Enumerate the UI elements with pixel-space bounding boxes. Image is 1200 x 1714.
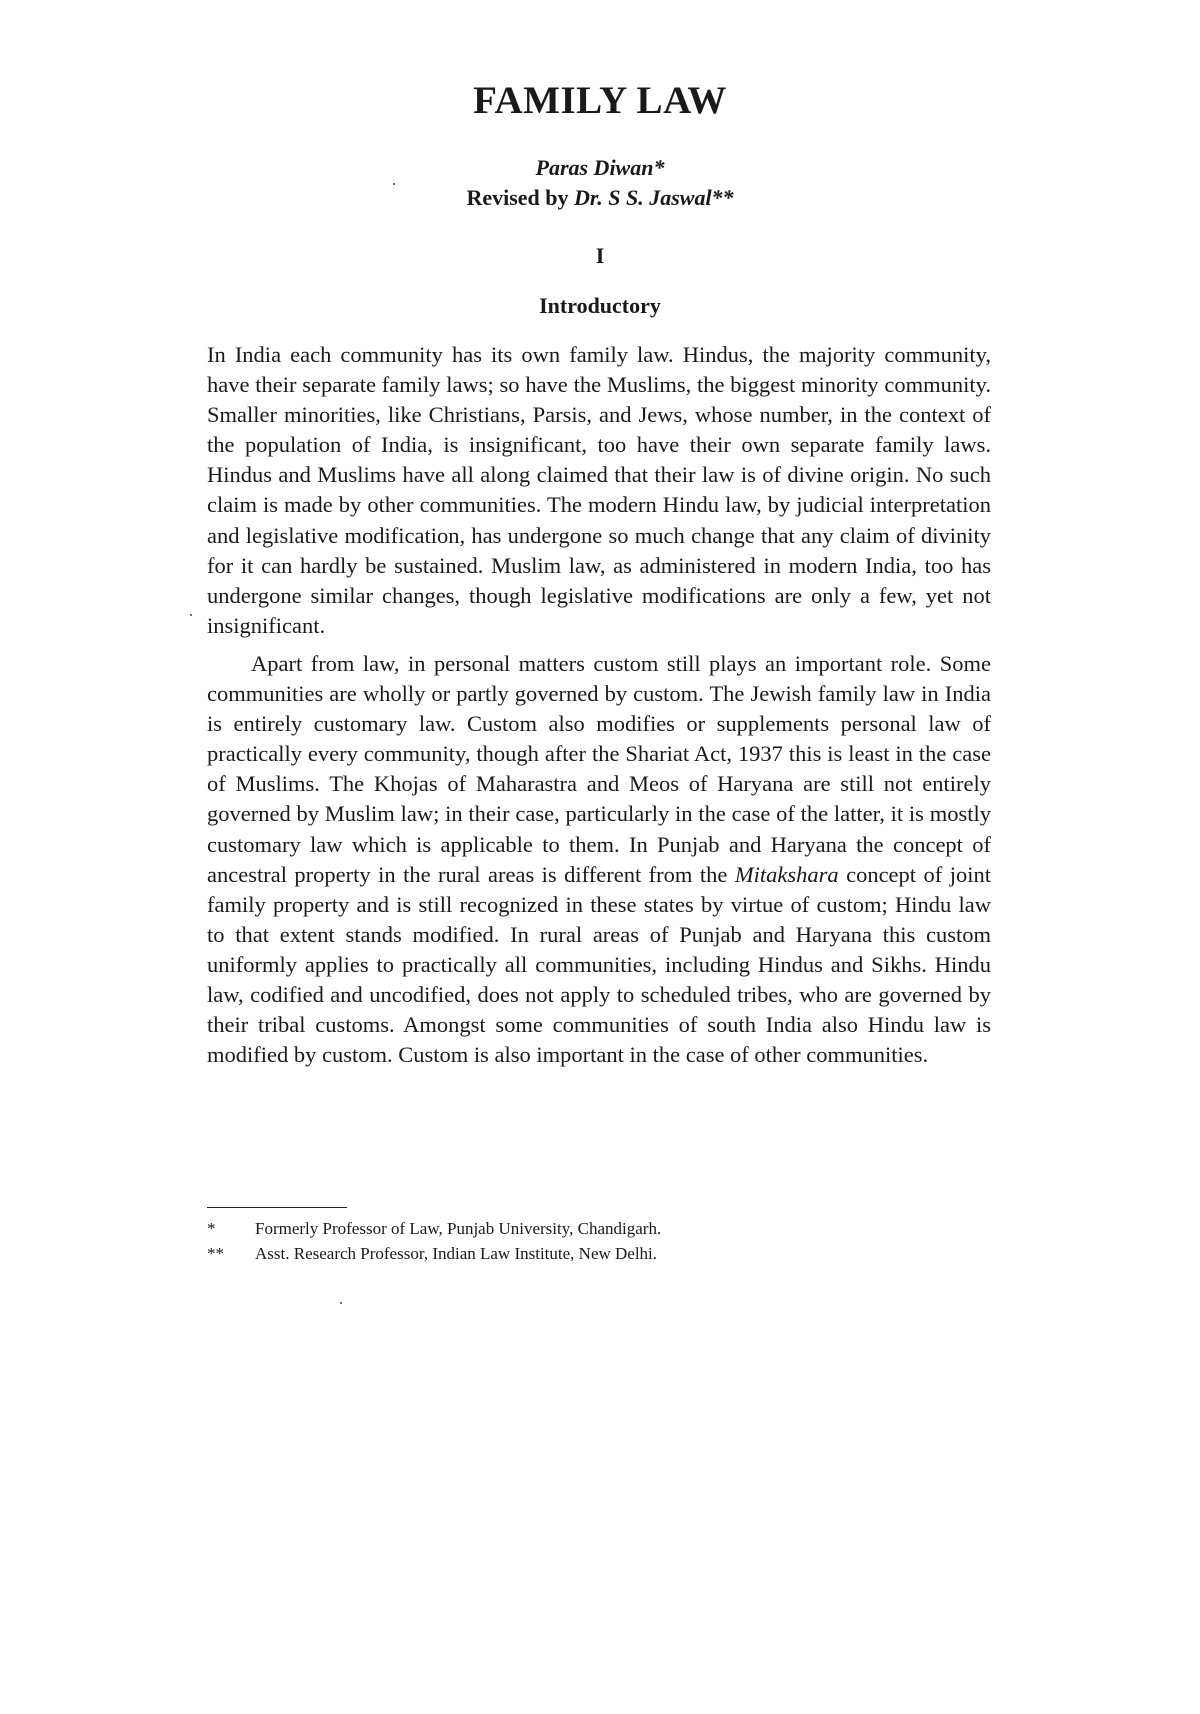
mitakshara-term: Mitakshara (734, 861, 839, 887)
section-heading: Introductory (539, 293, 661, 318)
revised-by-label: Revised by (466, 185, 574, 210)
section-number: I (595, 243, 605, 268)
paragraph-1: In India each community has its own family law. Hindus, the majority community, have their separate family laws; so have the Muslims, the biggest minority community. Smaller minorities, like Christians, Parsis, and Jews, whose number, in the context of the population of India, is insignificant, too have their own separate family laws. Hindus and Muslims have all along claimed that their law is of divine origin. No such claim is made by other communities. The modern Hindu law, by judicial interpretation and legislative modification, has undergone so much change that any claim of divinity for it can hardly be sustained. Muslim law, as administered in modern India, too has undergone similar changes, though legislative modifications are only a few, yet not insignificant. (207, 342, 991, 638)
footnote-divider (207, 1207, 347, 1208)
footnote-1-text: Formerly Professor of Law, Punjab University, Chandigarh. (255, 1219, 662, 1238)
footnote-2-mark: ** (207, 1244, 224, 1263)
reviser-name: Dr. S S. Jaswal** (574, 185, 734, 210)
page-title: FAMILY LAW (473, 79, 727, 122)
footnote-2 (207, 1243, 997, 1265)
author-name: Paras Diwan* (535, 155, 665, 180)
scan-speck (190, 614, 192, 616)
paragraph-2-part-b: concept of joint family property and is still recognized in these states by virtue of custom; Hindu law to that extent stands modified. In rural areas of Punjab and Haryana this custom uniformly applies to practically all communities, including Hindus and Sikhs. Hindu law, codified and uncodified, does not apply to scheduled tribes, who are governed by their tribal customs. Amongst some communities of south India also Hindu law is modified by custom. Custom is also important in the case of other communities. (207, 861, 991, 1068)
paragraph-2 (207, 649, 991, 1070)
footnote-1 (207, 1218, 997, 1240)
reviser-line (0, 185, 1200, 211)
scan-speck (393, 183, 395, 185)
footnote-1-mark: * (207, 1219, 216, 1238)
scan-speck (340, 1302, 342, 1304)
body-text (207, 340, 991, 1070)
footnote-2-text: Asst. Research Professor, Indian Law Institute, New Delhi. (255, 1244, 658, 1263)
paragraph-2-part-a: Apart from law, in personal matters custom still plays an important role. Some communities are wholly or partly governed by custom. The Jewish family law in India is entirely customary law. Custom also modifies or supplements personal law of practically every community, though after the Shariat Act, 1937 this is least in the case of Muslims. The Khojas of Maharastra and Meos of Haryana are still not entirely governed by Muslim law; in their case, particularly in the case of the latter, it is mostly customary law which is applicable to them. In Punjab and Haryana the concept of ancestral property in the rural areas is different from the (207, 650, 991, 887)
